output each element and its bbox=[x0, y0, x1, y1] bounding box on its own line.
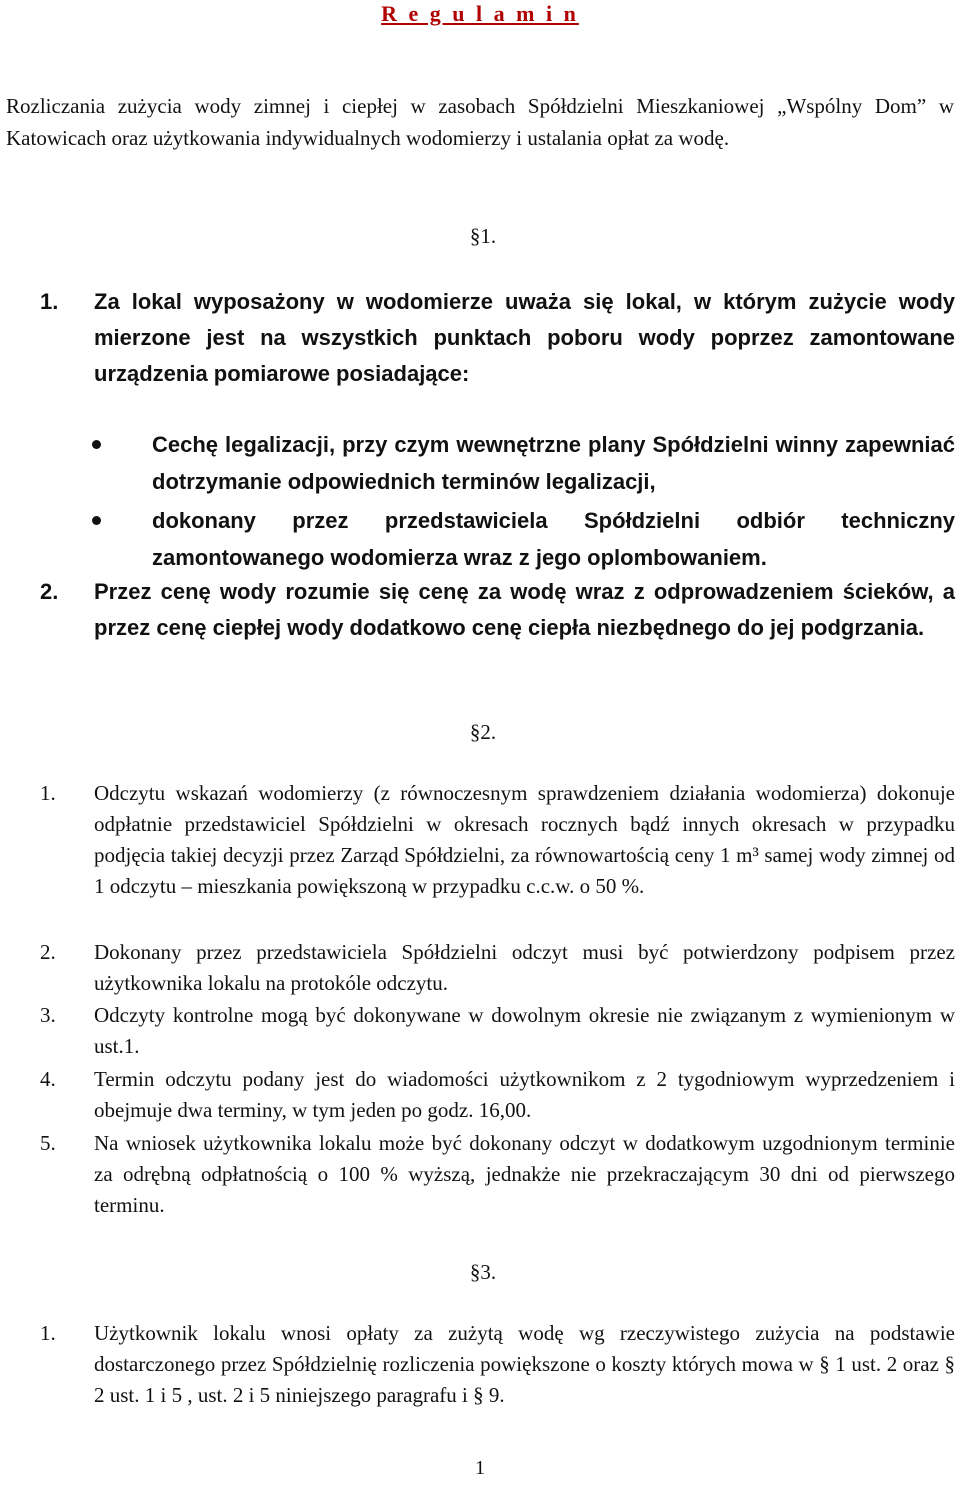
item-number: 4. bbox=[40, 1067, 56, 1091]
page-number: 1 bbox=[475, 1457, 485, 1479]
item-number: 1. bbox=[40, 1321, 56, 1345]
bullet-text: dokonany przez przedstawiciela Spółdzielni odbiór techniczny zamontowanego wodomierza wraz z jego oplombowaniem. bbox=[152, 508, 955, 570]
item-number: 2. bbox=[40, 579, 59, 604]
item-number: 1. bbox=[40, 289, 59, 314]
item-text: Odczytu wskazań wodomierzy (z równoczesnym sprawdzeniem działania wodomierza) dokonuje odpłatnie przedstawiciel Spółdzielni w okresach rocznych bądź innych okresach w przypadku podjęcia takiej decyzji przez Zarząd Spółdzielni, za równowartością ceny 1 m³ samej wody zimnej od 1 odczytu – mieszkania powiększoną w przypadku c.c.w. o 50 %. bbox=[94, 781, 955, 898]
item-number: 1. bbox=[40, 781, 56, 805]
item-text: Na wniosek użytkownika lokalu może być dokonany odczyt w dodatkowym uzgodnionym terminie za odrębną odpłatnością o 100 % wyższą, jednakże nie przekraczającym 30 dni od pierwszego terminu. bbox=[94, 1131, 955, 1217]
item-number: 5. bbox=[40, 1131, 56, 1155]
item-number: 3. bbox=[40, 1003, 56, 1027]
item-number: 2. bbox=[40, 940, 56, 964]
section-heading-2: §2. bbox=[469, 720, 497, 744]
bullet-icon bbox=[92, 516, 101, 525]
bullet-icon bbox=[92, 440, 101, 449]
item-text: Termin odczytu podany jest do wiadomości użytkownikom z 2 tygodniowym wyprzedzeniem i obejmuje dwa terminy, w tym jeden po godz. 16,00. bbox=[94, 1067, 955, 1122]
bullet-text: Cechę legalizacji, przy czym wewnętrzne plany Spółdzielni winny zapewniać dotrzymanie odpowiednich terminów legalizacji, bbox=[152, 432, 955, 494]
document-title: R e g u l a m i n bbox=[381, 1, 579, 26]
item-text: Przez cenę wody rozumie się cenę za wodę wraz z odprowadzeniem ścieków, a przez cenę ciepłej wody dodatkowo cenę ciepła niezbędnego do jej podgrzania. bbox=[94, 579, 955, 640]
item-text: Dokonany przez przedstawiciela Spółdzielni odczyt musi być potwierdzony podpisem przez użytkownika lokalu na protokóle odczytu. bbox=[94, 940, 955, 995]
document-intro: Rozliczania zużycia wody zimnej i ciepłej w zasobach Spółdzielni Mieszkaniowej „Wspólny Dom” w Katowicach oraz użytkowania indywidualnych wodomierzy i ustalania opłat za wodę. bbox=[6, 94, 954, 150]
section-heading-1: §1. bbox=[469, 224, 497, 248]
item-text: Użytkownik lokalu wnosi opłaty za zużytą wodę wg rzeczywistego zużycia na podstawie dostarczonego przez Spółdzielnię rozliczenia powiększone o koszty których mowa w § 1 ust. 2 oraz § 2 ust. 1 i 5 , ust. 2 i 5 niniejszego paragrafu i § 9. bbox=[94, 1321, 955, 1407]
section-heading-3: §3. bbox=[469, 1260, 497, 1284]
item-text: Za lokal wyposażony w wodomierze uważa się lokal, w którym zużycie wody mierzone jest na wszystkich punktach poboru wody poprzez zamontowane urządzenia pomiarowe posiadające: bbox=[94, 289, 955, 386]
item-text: Odczyty kontrolne mogą być dokonywane w dowolnym okresie nie związanym z wymienionym w ust.1. bbox=[94, 1003, 955, 1058]
